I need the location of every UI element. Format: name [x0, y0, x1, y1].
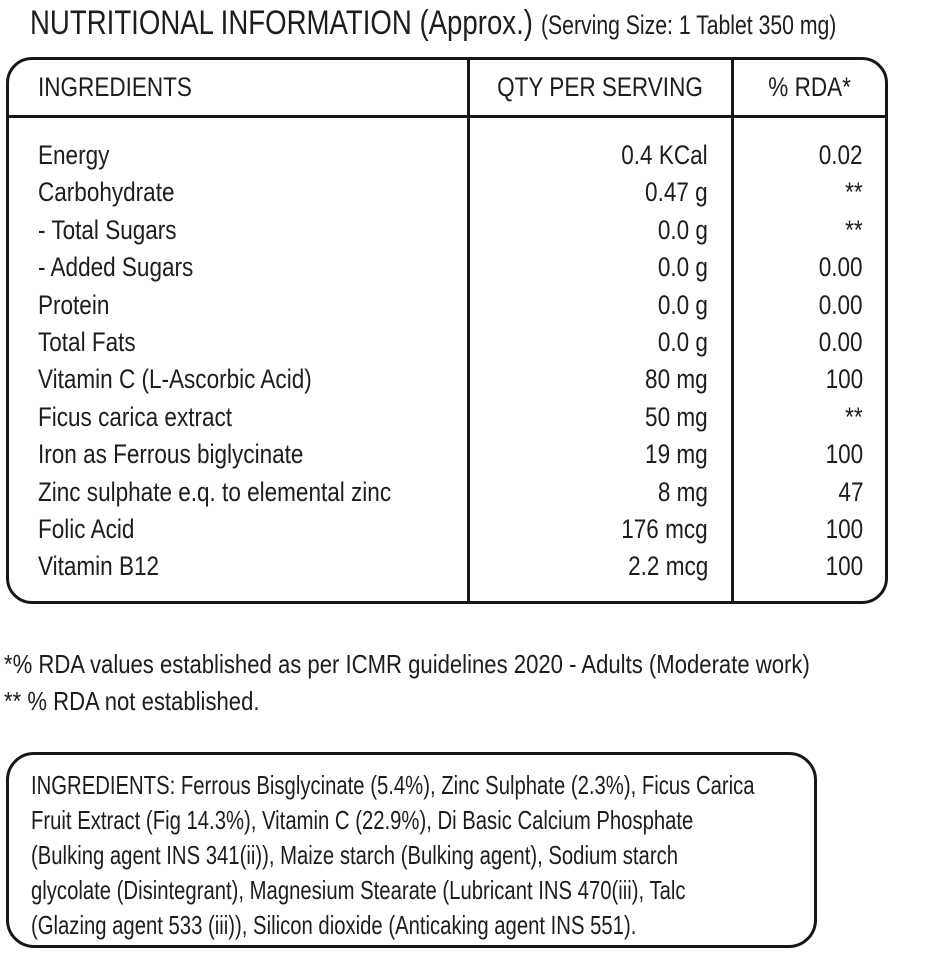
qty-value-text: 8 mg: [657, 476, 708, 507]
ingredient-name: [9, 212, 467, 249]
ingredients-line: [31, 768, 804, 803]
header-ingredients-label: INGREDIENTS: [38, 72, 192, 102]
footnote-rda-not-established: [4, 683, 926, 720]
rda-value-text: **: [845, 401, 863, 432]
rda-value: [734, 511, 885, 548]
qty-value-text: 0.0 g: [657, 214, 708, 245]
ingredient-name-text: Energy: [38, 140, 110, 170]
rda-value: [734, 324, 885, 361]
rda-value-text: 0.00: [819, 326, 863, 357]
footnotes: [4, 646, 926, 719]
ingredients-column: [9, 118, 470, 601]
rda-column: [734, 118, 885, 601]
qty-value-text: 0.4 KCal: [621, 140, 708, 170]
qty-value-text: 19 mg: [645, 439, 708, 470]
qty-value: [470, 548, 731, 585]
ingredients-line: [31, 873, 804, 908]
qty-value-text: 0.47 g: [645, 177, 708, 208]
qty-column: [470, 118, 734, 601]
ingredients-line-text: INGREDIENTS: Ferrous Bisglycinate (5.4%), Zinc Sulphate (2.3%), Ficus Carica: [31, 770, 755, 800]
ingredient-name: [9, 548, 467, 585]
rda-value: [734, 212, 885, 249]
rda-value: [734, 249, 885, 286]
footnote-rda-established-text: *% RDA values established as per ICMR guidelines 2020 - Adults (Moderate work): [4, 649, 810, 679]
ingredient-name-text: Vitamin B12: [38, 551, 160, 582]
ingredients-line-text: (Glazing agent 533 (iii)), Silicon dioxide (Anticaking agent INS 551).: [31, 910, 637, 940]
rda-value: [734, 548, 885, 585]
table-header-row: [9, 60, 885, 118]
qty-value: [470, 474, 731, 511]
ingredient-name-text: Zinc sulphate e.q. to elemental zinc: [38, 476, 392, 507]
qty-value: [470, 361, 731, 398]
qty-value-text: 176 mcg: [621, 513, 708, 544]
qty-value: [470, 436, 731, 473]
rda-value-text: **: [845, 177, 863, 208]
qty-value: [470, 399, 731, 436]
qty-value: [470, 249, 731, 286]
ingredient-name: [9, 249, 467, 286]
ingredient-name: [9, 511, 467, 548]
ingredients-line: [31, 908, 804, 943]
ingredient-name: [9, 474, 467, 511]
rda-value: [734, 361, 885, 398]
header-qty-per-serving: [470, 60, 734, 115]
ingredients-line: [31, 803, 804, 838]
ingredients-line-text: (Bulking agent INS 341(ii)), Maize starch (Bulking agent), Sodium starch: [31, 840, 678, 870]
qty-value-text: 2.2 mcg: [627, 551, 708, 582]
ingredients-line-text: Fruit Extract (Fig 14.3%), Vitamin C (22.9%), Di Basic Calcium Phosphate: [31, 805, 694, 835]
header-qty-label: QTY PER SERVING: [497, 72, 704, 102]
ingredient-name-text: Carbohydrate: [38, 177, 175, 208]
ingredient-name-text: - Added Sugars: [38, 252, 194, 283]
rda-value: [734, 436, 885, 473]
qty-value: [470, 511, 731, 548]
ingredient-name: [9, 287, 467, 324]
qty-value-text: 80 mg: [645, 364, 708, 395]
ingredient-name: [9, 436, 467, 473]
footnote-rda-not-established-text: ** % RDA not established.: [4, 685, 260, 716]
qty-value-text: 0.0 g: [657, 252, 708, 283]
ingredients-line: [31, 838, 804, 873]
rda-value-text: 0.00: [819, 289, 863, 320]
rda-value-text: 0.00: [819, 252, 863, 283]
rda-value-text: 100: [825, 439, 863, 470]
rda-value-text: 100: [825, 551, 863, 582]
qty-value-text: 0.0 g: [657, 326, 708, 357]
title-serving-size: (Serving Size: 1 Tablet 350 mg): [540, 10, 837, 40]
ingredient-name-text: Total Fats: [38, 326, 136, 357]
qty-value: [470, 324, 731, 361]
rda-value: [734, 137, 885, 174]
rda-value-text: 47: [837, 476, 863, 507]
header-rda-label: % RDA*: [768, 72, 851, 102]
title-main: NUTRITIONAL INFORMATION (Approx.): [30, 4, 533, 42]
ingredient-name-text: Folic Acid: [38, 513, 135, 544]
ingredient-name: [9, 324, 467, 361]
header-ingredients: [9, 60, 470, 115]
rda-value: [734, 174, 885, 211]
ingredient-name-text: - Total Sugars: [38, 214, 177, 245]
ingredient-name-text: Vitamin C (L-Ascorbic Acid): [38, 364, 312, 395]
ingredient-name: [9, 137, 467, 174]
table-body: [9, 118, 885, 601]
footnote-rda-established: [4, 646, 926, 683]
ingredient-name-text: Protein: [38, 289, 110, 320]
rda-value: [734, 287, 885, 324]
qty-value: [470, 287, 731, 324]
qty-value: [470, 174, 731, 211]
header-rda: [734, 60, 885, 115]
rda-value: [734, 474, 885, 511]
rda-value-text: 0.02: [819, 140, 863, 170]
rda-value-text: 100: [825, 364, 863, 395]
ingredients-line-text: glycolate (Disintegrant), Magnesium Stearate (Lubricant INS 470(iii), Talc: [31, 875, 686, 905]
ingredient-name-text: Iron as Ferrous biglycinate: [38, 439, 304, 470]
ingredient-name: [9, 399, 467, 436]
rda-value: [734, 399, 885, 436]
rda-value-text: 100: [825, 513, 863, 544]
ingredient-name-text: Ficus carica extract: [38, 401, 233, 432]
nutrition-table: [6, 57, 888, 604]
page-title: [30, 4, 836, 43]
ingredients-box: [6, 752, 817, 948]
rda-value-text: **: [845, 214, 863, 245]
ingredient-name: [9, 361, 467, 398]
qty-value: [470, 212, 731, 249]
qty-value: [470, 137, 731, 174]
qty-value-text: 0.0 g: [657, 289, 708, 320]
ingredient-name: [9, 174, 467, 211]
qty-value-text: 50 mg: [645, 401, 708, 432]
